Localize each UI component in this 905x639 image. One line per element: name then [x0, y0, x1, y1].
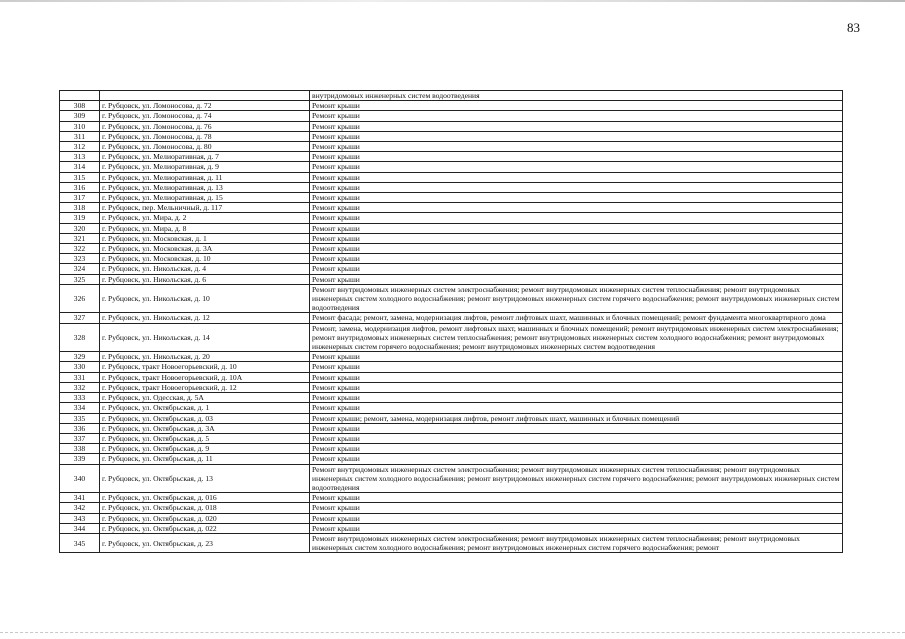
table-row — [60, 274, 843, 284]
row-number-cell: 333 — [60, 393, 100, 403]
table-row — [60, 193, 843, 203]
work-type-cell: Ремонт внутридомовых инженерных систем электроснабжения; ремонт внутридомовых инженерных систем теплоснабжения; ремонт внутридомовых инженерных систем холодного водоснабжения; ремонт внутридомовых инженерных систем горячего водоснабжения; ремонт внутридомовых инженерных систем водоотведения — [310, 284, 843, 313]
work-type-cell: Ремонт крыши — [310, 182, 843, 192]
work-type-cell: Ремонт крыши — [310, 213, 843, 223]
row-number-cell: 313 — [60, 152, 100, 162]
row-number-cell: 312 — [60, 142, 100, 152]
table-row — [60, 131, 843, 141]
work-type-cell: Ремонт крыши; ремонт, замена, модернизация лифтов, ремонт лифтовых шахт, машинных и блочных помещений — [310, 413, 843, 423]
table-row — [60, 352, 843, 362]
row-number-cell: 319 — [60, 213, 100, 223]
table-row — [60, 233, 843, 243]
work-type-cell: Ремонт крыши — [310, 142, 843, 152]
address-cell: г. Рубцовск, ул. Октябрьская, д. 018 — [100, 503, 310, 513]
address-cell: г. Рубцовск, тракт Новоегорьевский, д. 10 — [100, 362, 310, 372]
row-number-cell: 334 — [60, 403, 100, 413]
address-cell: г. Рубцовск, ул. Московская, д. 3А — [100, 244, 310, 254]
work-type-cell: Ремонт крыши — [310, 362, 843, 372]
row-number-cell: 328 — [60, 323, 100, 352]
row-number-cell: 342 — [60, 503, 100, 513]
address-cell: г. Рубцовск, ул. Октябрьская, д. 03 — [100, 413, 310, 423]
row-number-cell: 331 — [60, 372, 100, 382]
row-number-cell: 330 — [60, 362, 100, 372]
table-row — [60, 403, 843, 413]
table-row — [60, 244, 843, 254]
table-row — [60, 523, 843, 533]
row-number-cell: 338 — [60, 444, 100, 454]
address-cell: г. Рубцовск, ул. Октябрьская, д. 5 — [100, 433, 310, 443]
work-type-cell: Ремонт крыши — [310, 513, 843, 523]
work-type-cell: Ремонт крыши — [310, 101, 843, 111]
row-number-cell: 310 — [60, 121, 100, 131]
row-number-cell: 323 — [60, 254, 100, 264]
row-number-cell: 322 — [60, 244, 100, 254]
table-row — [60, 152, 843, 162]
row-number-cell: 317 — [60, 193, 100, 203]
row-number-cell: 345 — [60, 533, 100, 552]
row-number-cell: 329 — [60, 352, 100, 362]
row-number-cell: 339 — [60, 454, 100, 464]
work-type-cell: Ремонт крыши — [310, 111, 843, 121]
work-type-cell: Ремонт крыши — [310, 382, 843, 392]
row-number-cell: 316 — [60, 182, 100, 192]
table-row — [60, 223, 843, 233]
address-cell: г. Рубцовск, ул. Мелиоративная, д. 11 — [100, 172, 310, 182]
address-cell: г. Рубцовск, пер. Мельничный, д. 117 — [100, 203, 310, 213]
address-cell: г. Рубцовск, ул. Мира, д. 8 — [100, 223, 310, 233]
page-number: 83 — [847, 20, 860, 35]
address-cell: г. Рубцовск, ул. Одесская, д. 5А — [100, 393, 310, 403]
table-row — [60, 313, 843, 323]
address-cell: г. Рубцовск, ул. Никольская, д. 20 — [100, 352, 310, 362]
table-row — [60, 203, 843, 213]
row-number-cell: 314 — [60, 162, 100, 172]
row-number-cell: 335 — [60, 413, 100, 423]
address-cell: г. Рубцовск, ул. Московская, д. 1 — [100, 233, 310, 243]
work-type-cell: Ремонт крыши — [310, 203, 843, 213]
address-cell: г. Рубцовск, ул. Мелиоративная, д. 7 — [100, 152, 310, 162]
work-type-cell: Ремонт, замена, модернизация лифтов, ремонт лифтовых шахт, машинных и блочных помещений; ремонт внутридомовых инженерных систем электроснабжения; ремонт внутридомовых инженерных систем теплоснабжения; ремонт внутридомовых инженерных систем холодного водоснабжения; ремонт внутридомовых инженерных систем горячего водоснабжения; ремонт внутридомовых инженерных систем водоотведения — [310, 323, 843, 352]
work-type-cell: Ремонт крыши — [310, 372, 843, 382]
address-cell: г. Рубцовск, ул. Никольская, д. 6 — [100, 274, 310, 284]
row-number-cell: 344 — [60, 523, 100, 533]
address-cell: г. Рубцовск, ул. Октябрьская, д. 022 — [100, 523, 310, 533]
address-cell: г. Рубцовск, ул. Ломоносова, д. 72 — [100, 101, 310, 111]
table-row — [60, 121, 843, 131]
row-number-cell: 315 — [60, 172, 100, 182]
address-cell: г. Рубцовск, ул. Ломоносова, д. 76 — [100, 121, 310, 131]
address-cell: г. Рубцовск, ул. Московская, д. 10 — [100, 254, 310, 264]
work-type-cell: Ремонт крыши — [310, 121, 843, 131]
row-number-cell: 308 — [60, 101, 100, 111]
table-row — [60, 393, 843, 403]
address-cell: г. Рубцовск, ул. Никольская, д. 14 — [100, 323, 310, 352]
row-number-cell: 327 — [60, 313, 100, 323]
work-type-cell: Ремонт внутридомовых инженерных систем электроснабжения; ремонт внутридомовых инженерных систем теплоснабжения; ремонт внутридомовых инженерных систем холодного водоснабжения; ремонт внутридомовых инженерных систем горячего водоснабжения; ремонт — [310, 533, 843, 552]
table-row — [60, 533, 843, 552]
row-number-cell: 326 — [60, 284, 100, 313]
address-cell: г. Рубцовск, ул. Мелиоративная, д. 15 — [100, 193, 310, 203]
work-type-cell: Ремонт крыши — [310, 162, 843, 172]
address-cell: г. Рубцовск, ул. Октябрьская, д. 3А — [100, 423, 310, 433]
table-row — [60, 284, 843, 313]
table-row — [60, 91, 843, 101]
table-row — [60, 423, 843, 433]
row-number-cell: 343 — [60, 513, 100, 523]
row-number-cell: 324 — [60, 264, 100, 274]
repair-table-body — [60, 91, 843, 553]
work-type-cell: Ремонт крыши — [310, 503, 843, 513]
address-cell: г. Рубцовск, ул. Октябрьская, д. 020 — [100, 513, 310, 523]
address-cell: г. Рубцовск, ул. Никольская, д. 12 — [100, 313, 310, 323]
work-type-cell: Ремонт крыши — [310, 254, 843, 264]
work-type-cell: Ремонт крыши — [310, 403, 843, 413]
row-number-cell: 321 — [60, 233, 100, 243]
address-cell: г. Рубцовск, ул. Октябрьская, д. 11 — [100, 454, 310, 464]
work-type-cell: Ремонт крыши — [310, 274, 843, 284]
row-number-cell: 309 — [60, 111, 100, 121]
work-type-cell: Ремонт крыши — [310, 152, 843, 162]
work-type-cell: внутридомовых инженерных систем водоотведения — [310, 91, 843, 101]
row-number-cell: 340 — [60, 464, 100, 493]
row-number-cell: 336 — [60, 423, 100, 433]
table-row — [60, 101, 843, 111]
work-type-cell: Ремонт крыши — [310, 223, 843, 233]
work-type-cell: Ремонт крыши — [310, 433, 843, 443]
row-number-cell: 325 — [60, 274, 100, 284]
work-type-cell: Ремонт внутридомовых инженерных систем электроснабжения; ремонт внутридомовых инженерных систем теплоснабжения; ремонт внутридомовых инженерных систем холодного водоснабжения; ремонт внутридомовых инженерных систем горячего водоснабжения; ремонт внутридомовых инженерных систем водоотведения — [310, 464, 843, 493]
table-row — [60, 454, 843, 464]
table-row — [60, 111, 843, 121]
work-type-cell: Ремонт крыши — [310, 393, 843, 403]
scan-edge-top — [0, 0, 905, 2]
address-cell: г. Рубцовск, ул. Мелиоративная, д. 9 — [100, 162, 310, 172]
table-row — [60, 413, 843, 423]
table-row — [60, 503, 843, 513]
table-row — [60, 382, 843, 392]
table-row — [60, 372, 843, 382]
table-row — [60, 162, 843, 172]
row-number-cell: 337 — [60, 433, 100, 443]
work-type-cell: Ремонт крыши — [310, 444, 843, 454]
table-row — [60, 493, 843, 503]
work-type-cell: Ремонт фасада; ремонт, замена, модернизация лифтов, ремонт лифтовых шахт, машинных и блочных помещений; ремонт фундамента многоквартирного дома — [310, 313, 843, 323]
address-cell — [100, 91, 310, 101]
row-number-cell: 332 — [60, 382, 100, 392]
address-cell: г. Рубцовск, ул. Мира, д. 2 — [100, 213, 310, 223]
table-row — [60, 182, 843, 192]
row-number-cell — [60, 91, 100, 101]
address-cell: г. Рубцовск, ул. Ломоносова, д. 80 — [100, 142, 310, 152]
work-type-cell: Ремонт крыши — [310, 523, 843, 533]
work-type-cell: Ремонт крыши — [310, 454, 843, 464]
work-type-cell: Ремонт крыши — [310, 193, 843, 203]
row-number-cell: 311 — [60, 131, 100, 141]
table-row — [60, 323, 843, 352]
row-number-cell: 318 — [60, 203, 100, 213]
table-row — [60, 172, 843, 182]
table-row — [60, 513, 843, 523]
table-row — [60, 264, 843, 274]
address-cell: г. Рубцовск, ул. Октябрьская, д. 23 — [100, 533, 310, 552]
address-cell: г. Рубцовск, ул. Мелиоративная, д. 13 — [100, 182, 310, 192]
table-row — [60, 444, 843, 454]
table-row — [60, 254, 843, 264]
table-row — [60, 362, 843, 372]
address-cell: г. Рубцовск, тракт Новоегорьевский, д. 12 — [100, 382, 310, 392]
address-cell: г. Рубцовск, ул. Октябрьская, д. 9 — [100, 444, 310, 454]
address-cell: г. Рубцовск, тракт Новоегорьевский, д. 10А — [100, 372, 310, 382]
work-type-cell: Ремонт крыши — [310, 233, 843, 243]
table-row — [60, 142, 843, 152]
work-type-cell: Ремонт крыши — [310, 493, 843, 503]
address-cell: г. Рубцовск, ул. Октябрьская, д. 016 — [100, 493, 310, 503]
address-cell: г. Рубцовск, ул. Ломоносова, д. 78 — [100, 131, 310, 141]
address-cell: г. Рубцовск, ул. Ломоносова, д. 74 — [100, 111, 310, 121]
address-cell: г. Рубцовск, ул. Октябрьская, д. 1 — [100, 403, 310, 413]
work-type-cell: Ремонт крыши — [310, 172, 843, 182]
scan-edge-bottom — [0, 632, 905, 634]
row-number-cell: 320 — [60, 223, 100, 233]
address-cell: г. Рубцовск, ул. Октябрьская, д. 13 — [100, 464, 310, 493]
address-cell: г. Рубцовск, ул. Никольская, д. 10 — [100, 284, 310, 313]
work-type-cell: Ремонт крыши — [310, 244, 843, 254]
work-type-cell: Ремонт крыши — [310, 352, 843, 362]
work-type-cell: Ремонт крыши — [310, 131, 843, 141]
work-type-cell: Ремонт крыши — [310, 264, 843, 274]
table-row — [60, 213, 843, 223]
work-type-cell: Ремонт крыши — [310, 423, 843, 433]
address-cell: г. Рубцовск, ул. Никольская, д. 4 — [100, 264, 310, 274]
repair-table — [59, 90, 843, 553]
table-row — [60, 464, 843, 493]
row-number-cell: 341 — [60, 493, 100, 503]
table-row — [60, 433, 843, 443]
